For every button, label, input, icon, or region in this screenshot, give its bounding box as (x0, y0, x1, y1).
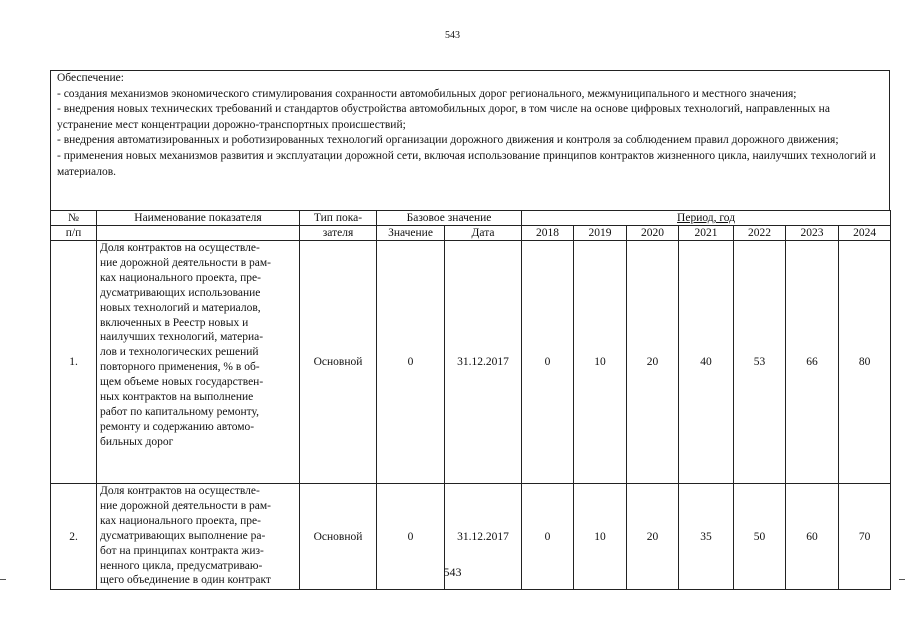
row-name-line: ние дорожной деятельности в рам- (100, 499, 271, 512)
header-name: Наименование показателя (97, 211, 300, 226)
row-name-line: лов и технологических решений (100, 346, 259, 359)
row-name (97, 241, 300, 484)
intro-item: - применения новых механизмов развития и эксплуатации дорожной сети, включая использование принципов контрактов жизненного цикла, наилучших технологий и материалов. (57, 149, 876, 178)
row-year-value: 20 (627, 241, 679, 484)
row-name-line: наилучших технологий, материа- (100, 331, 264, 344)
row-name-line: ках национального проекта, пре- (100, 271, 261, 284)
header-year: 2024 (839, 226, 891, 241)
row-year-value: 0 (522, 484, 574, 590)
header-type: Тип пока- (300, 211, 377, 226)
page-number-bottom: 543 (443, 565, 462, 579)
row-name-line: повторного применения, % в об- (100, 361, 260, 374)
row-name-line: новых технологий и материалов, (100, 301, 261, 314)
row-year-value: 70 (839, 484, 891, 590)
row-name-line: щего объединение в один контракт (100, 574, 271, 587)
header-num-sub: п/п (51, 226, 97, 241)
header-year: 2018 (522, 226, 574, 241)
header-period-label: Период, год (677, 212, 736, 224)
row-year-value: 53 (734, 241, 786, 484)
row-name-line: дусматривающих выполнение ра- (100, 529, 266, 542)
intro-block (50, 70, 890, 210)
indicators-table (50, 210, 891, 590)
row-base-date: 31.12.2017 (445, 484, 522, 590)
row-name-line: ние дорожной деятельности в рам- (100, 256, 271, 269)
row-year-value: 66 (786, 241, 839, 484)
row-year-value: 50 (734, 484, 786, 590)
row-name-line: Доля контрактов на осуществле- (100, 485, 260, 497)
header-type-sub: зателя (300, 226, 377, 241)
row-name-line: бильных дорог (100, 435, 174, 448)
header-year: 2021 (679, 226, 734, 241)
header-base-value: Значение (377, 226, 445, 241)
row-year-value: 10 (574, 241, 627, 484)
row-base-date: 31.12.2017 (445, 241, 522, 484)
row-num: 2. (51, 484, 97, 590)
header-name-sub (97, 226, 300, 241)
row-name-line: работ по капитальному ремонту, (100, 405, 259, 418)
row-name-line: Доля контрактов на осуществле- (100, 242, 260, 254)
intro-heading: Обеспечение: (57, 72, 124, 84)
row-num: 1. (51, 241, 97, 484)
row-name-line: дусматривающих использование (100, 286, 261, 299)
header-year: 2020 (627, 226, 679, 241)
row-year-value: 35 (679, 484, 734, 590)
row-name-line: ках национального проекта, пре- (100, 514, 261, 527)
row-year-value: 20 (627, 484, 679, 590)
page-number-top: 543 (445, 30, 460, 41)
intro-item: - внедрения автоматизированных и роботизированных технологий организации дорожного движения и контроля за соблюдением правил дорожного движения; (57, 134, 839, 147)
row-type: Основной (300, 241, 377, 484)
row-name-line: бот на принципах контракта жиз- (100, 544, 264, 557)
header-year: 2022 (734, 226, 786, 241)
header-base: Базовое значение (377, 211, 522, 226)
row-year-value: 60 (786, 484, 839, 590)
row-name-line: ных контрактов на выполнение (100, 391, 254, 404)
header-base-date: Дата (445, 226, 522, 241)
intro-item: - создания механизмов экономического стимулирования сохранности автомобильных дорог регионального, межмуниципального и местного значения; (57, 87, 797, 100)
row-base-value: 0 (377, 241, 445, 484)
row-year-value: 40 (679, 241, 734, 484)
row-type: Основной (300, 484, 377, 590)
row-name-line: включенных в Реестр новых и (100, 316, 249, 329)
header-period (522, 211, 891, 226)
header-year: 2023 (786, 226, 839, 241)
row-year-value: 80 (839, 241, 891, 484)
row-name-line: ремонту и содержанию автомо- (100, 420, 255, 433)
row-name-line: щем объеме новых государствен- (100, 376, 264, 389)
intro-item: - внедрения новых технических требований и стандартов обустройства автомобильных дорог, в том числе на основе цифровых технологий, направленных на устранение мест концентрации дорожно-транспортных происшествий; (57, 103, 830, 131)
row-base-value: 0 (377, 484, 445, 590)
row-year-value: 0 (522, 241, 574, 484)
header-year: 2019 (574, 226, 627, 241)
header-num: № (51, 211, 97, 226)
edge-mark-left (0, 579, 6, 580)
table-row (51, 241, 891, 484)
row-year-value: 10 (574, 484, 627, 590)
row-name-line: ненного цикла, предусматриваю- (100, 559, 263, 572)
edge-mark-right (899, 579, 905, 580)
